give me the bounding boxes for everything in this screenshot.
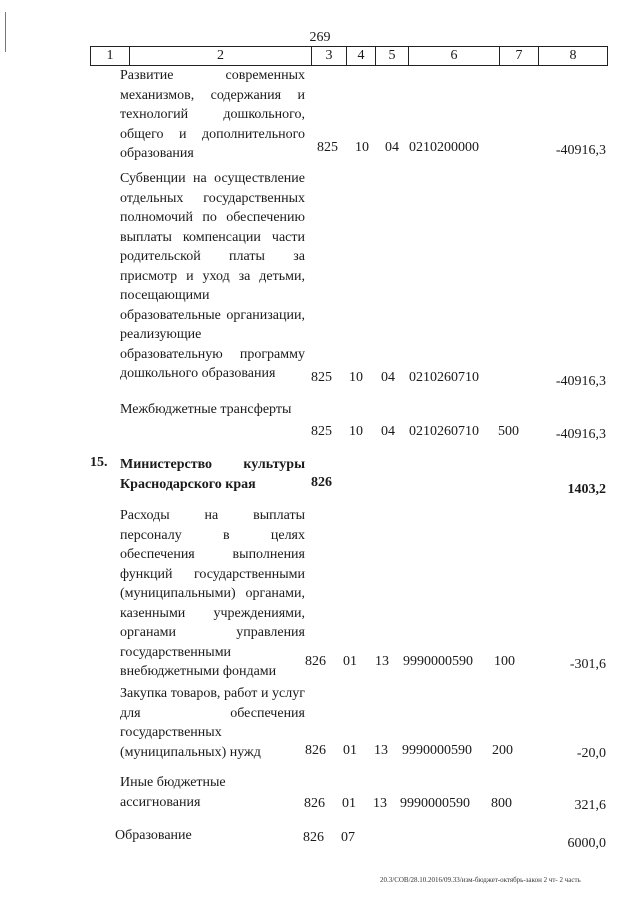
header-col-8: 8: [538, 46, 608, 66]
row-col5: 04: [381, 424, 395, 439]
section-number: 15.: [90, 455, 108, 470]
row-col3: 825: [311, 370, 332, 385]
row-col3: 826: [305, 743, 326, 758]
row-col4: 07: [341, 830, 355, 845]
row-col6: 9990000590: [402, 743, 472, 758]
row-description: Иные бюджетные ассигнования: [120, 775, 226, 810]
header-col-6: 6: [408, 46, 500, 66]
row-col7: 800: [491, 796, 512, 811]
row-col5: 04: [381, 370, 395, 385]
row-col4: 10: [349, 370, 363, 385]
row-col8: -20,0: [576, 746, 606, 761]
header-col-4: 4: [346, 46, 376, 66]
row-col8: -40916,3: [555, 427, 606, 442]
header-col-5: 5: [375, 46, 409, 66]
row-col3: 825: [317, 140, 338, 155]
header-col-2: 2: [129, 46, 312, 66]
row-col7: 500: [498, 424, 519, 439]
row-col8: -301,6: [569, 657, 606, 672]
row-description: Межбюджетные трансферты: [120, 402, 292, 417]
row-col4: 10: [355, 140, 369, 155]
row-description: Образование: [115, 828, 192, 843]
footer-text: 20.3/СОВ/28.10.2016/09.33/изм-бюджет-октябрь-закон 2 чт- 2 часть: [380, 876, 581, 884]
row-col5: 13: [375, 654, 389, 669]
row-col4: 01: [343, 654, 357, 669]
row-col7: 100: [494, 654, 515, 669]
row-description: Закупка товаров, работ и услуг для обеспечения государственных (муниципальных) нужд: [120, 686, 305, 760]
row-col6: 0210260710: [409, 370, 479, 385]
row-description: Развитие современных механизмов, содержания и технологий дошкольного, общего и дополнительного образования: [120, 68, 305, 161]
row-col8: 1403,2: [567, 482, 606, 497]
header-col-7: 7: [499, 46, 539, 66]
row-col6: 0210260710: [409, 424, 479, 439]
row-description: Расходы на выплаты персоналу в целях обеспечения выполнения функций государственными (муниципальными) органами, казенными учреждениями, органами управления государственными внебюджетными фондами: [120, 508, 305, 679]
row-col4: 01: [342, 796, 356, 811]
row-col3: 826: [304, 796, 325, 811]
row-description: Субвенции на осуществление отдельных государственных полномочий по обеспечению выплаты компенсации части родительской платы за присмотр и уход за детьми, посещающими образовательные организации, реализующие образовательную программу дошкольного образования: [120, 171, 305, 381]
header-col-1: 1: [90, 46, 130, 66]
row-col5: 04: [385, 140, 399, 155]
row-col6: 9990000590: [400, 796, 470, 811]
row-col5: 13: [373, 796, 387, 811]
header-col-3: 3: [311, 46, 347, 66]
row-col6: 9990000590: [403, 654, 473, 669]
page-number: 269: [309, 30, 331, 45]
row-col5: 13: [374, 743, 388, 758]
section-title: Министерство культуры Краснодарского края: [120, 457, 305, 492]
row-col6: 0210200000: [409, 140, 479, 155]
row-col7: 200: [492, 743, 513, 758]
row-col8: 6000,0: [567, 836, 606, 851]
row-col3: 826: [303, 830, 324, 845]
row-col3: 826: [305, 654, 326, 669]
row-col8: -40916,3: [555, 374, 606, 389]
row-col8: -40916,3: [555, 143, 606, 158]
row-col3: 826: [311, 475, 332, 490]
row-col8: 321,6: [574, 798, 606, 813]
row-col3: 825: [311, 424, 332, 439]
row-col4: 10: [349, 424, 363, 439]
row-col4: 01: [343, 743, 357, 758]
